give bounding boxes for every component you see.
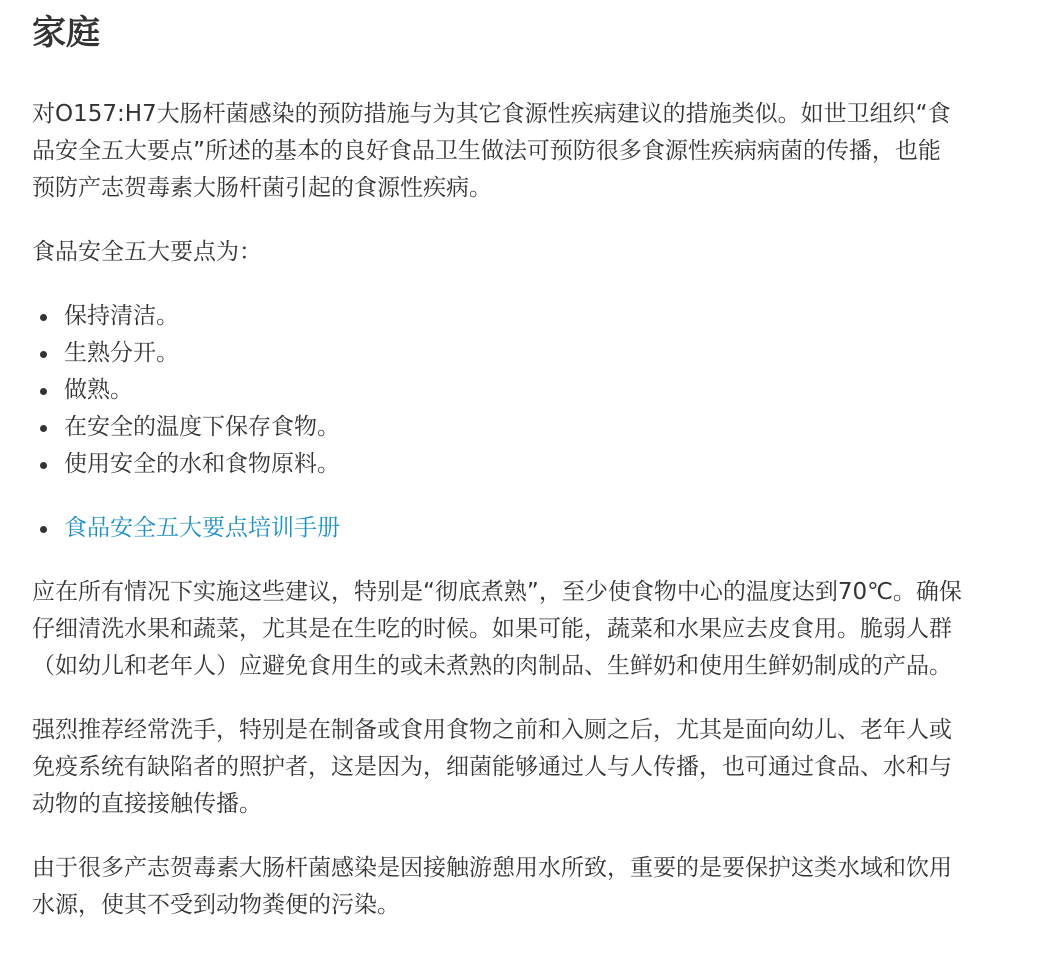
handwashing-paragraph: 强烈推荐经常洗手，特别是在制备或食用食物之前和入厕之后，尤其是面向幼儿、老年人或免疫系统有缺陷者的照护者，这是因为，细菌能够通过人与人传播，也可通过食品、水和与动物的直接接触传播。 <box>32 717 952 817</box>
list-item <box>38 510 1020 547</box>
intro-paragraph: 对O157:H7大肠杆菌感染的预防措施与为其它食源性疾病建议的措施类似。如世卫组织“食品安全五大要点”所述的基本的良好食品卫生做法可预防很多食源性疾病病菌的传播，也能预防产志贺毒素大肠杆菌引起的食源性疾病。 <box>32 101 951 201</box>
list-item: 做熟。 <box>38 372 1020 409</box>
five-keys-manual-link[interactable]: 食品安全五大要点培训手册 <box>64 515 340 541</box>
advice-paragraph: 应在所有情况下实施这些建议，特别是“彻底煮熟”，至少使食物中心的温度达到70℃。确保仔细清洗水果和蔬菜，尤其是在生吃的时候。如果可能，蔬菜和水果应去皮食用。脆弱人群（如幼儿和老年人）应避免食用生的或未煮熟的肉制品、生鲜奶和使用生鲜奶制成的产品。 <box>32 579 962 679</box>
list-item: 使用安全的水和食物原料。 <box>38 446 1020 483</box>
list-item: 保持清洁。 <box>38 298 1020 335</box>
five-keys-list <box>32 298 1020 483</box>
water-protection-paragraph: 由于很多产志贺毒素大肠杆菌感染是因接触游憩用水所致，重要的是要保护这类水域和饮用水源，使其不受到动物粪便的污染。 <box>32 855 952 918</box>
five-keys-intro: 食品安全五大要点为： <box>32 239 262 265</box>
section-heading: 家庭 <box>32 13 100 53</box>
list-item: 生熟分开。 <box>38 335 1020 372</box>
resource-links <box>32 510 1020 547</box>
list-item: 在安全的温度下保存食物。 <box>38 409 1020 446</box>
